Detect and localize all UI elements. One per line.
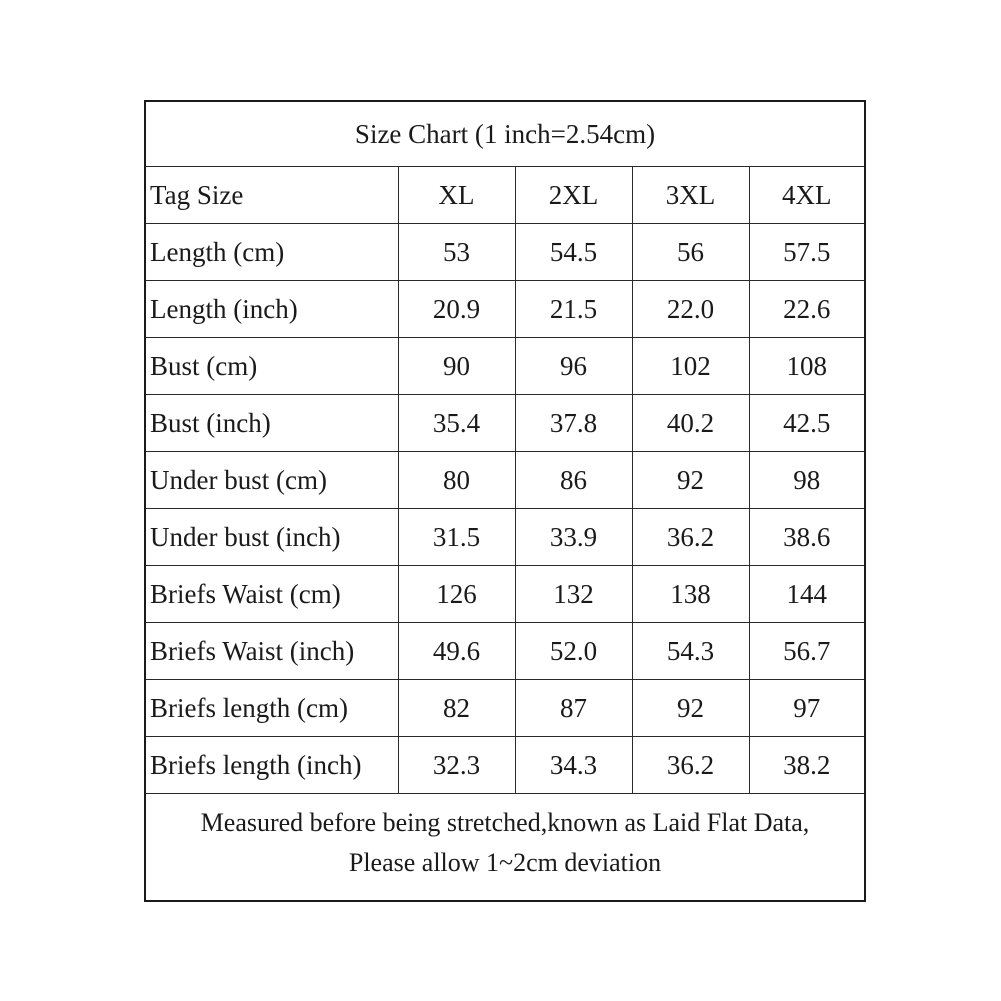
table-cell: 22.6 bbox=[749, 281, 864, 338]
table-cell: 86 bbox=[515, 452, 632, 509]
table-cell: 98 bbox=[749, 452, 864, 509]
table-cell: 138 bbox=[632, 566, 749, 623]
table-row bbox=[146, 680, 864, 737]
table-cell: 20.9 bbox=[398, 281, 515, 338]
table-cell: 82 bbox=[398, 680, 515, 737]
table-cell: 56 bbox=[632, 224, 749, 281]
table-cell: 102 bbox=[632, 338, 749, 395]
footer-line: Please allow 1~2cm deviation bbox=[348, 848, 662, 877]
table-cell: 21.5 bbox=[515, 281, 632, 338]
size-header: 3XL bbox=[632, 167, 749, 224]
size-chart bbox=[144, 100, 866, 902]
table-cell: 40.2 bbox=[632, 395, 749, 452]
row-label: Bust (cm) bbox=[146, 338, 398, 395]
table-cell: 108 bbox=[749, 338, 864, 395]
row-label: Length (inch) bbox=[146, 281, 398, 338]
row-label: Briefs length (inch) bbox=[146, 737, 398, 794]
footer-line: Measured before being stretched,known as Laid Flat Data, bbox=[200, 808, 810, 837]
table-cell: 54.5 bbox=[515, 224, 632, 281]
table-cell: 80 bbox=[398, 452, 515, 509]
table-cell: 37.8 bbox=[515, 395, 632, 452]
footer-note bbox=[146, 794, 864, 893]
table-cell: 53 bbox=[398, 224, 515, 281]
table-cell: 97 bbox=[749, 680, 864, 737]
table-cell: 36.2 bbox=[632, 509, 749, 566]
table-cell: 38.6 bbox=[749, 509, 864, 566]
table-cell: 132 bbox=[515, 566, 632, 623]
table-row bbox=[146, 395, 864, 452]
row-label: Briefs Waist (inch) bbox=[146, 623, 398, 680]
table-row bbox=[146, 566, 864, 623]
table-cell: 34.3 bbox=[515, 737, 632, 794]
table-row bbox=[146, 338, 864, 395]
row-label: Under bust (inch) bbox=[146, 509, 398, 566]
header-row bbox=[146, 167, 864, 224]
table-row bbox=[146, 737, 864, 794]
table-cell: 22.0 bbox=[632, 281, 749, 338]
table-cell: 33.9 bbox=[515, 509, 632, 566]
table-cell: 126 bbox=[398, 566, 515, 623]
table-row bbox=[146, 623, 864, 680]
table-cell: 144 bbox=[749, 566, 864, 623]
table-cell: 87 bbox=[515, 680, 632, 737]
table-cell: 56.7 bbox=[749, 623, 864, 680]
table-cell: 54.3 bbox=[632, 623, 749, 680]
table-row bbox=[146, 452, 864, 509]
size-header: XL bbox=[398, 167, 515, 224]
table-row bbox=[146, 224, 864, 281]
chart-title: Size Chart (1 inch=2.54cm) bbox=[146, 102, 864, 167]
row-label: Briefs length (cm) bbox=[146, 680, 398, 737]
table-cell: 42.5 bbox=[749, 395, 864, 452]
size-table bbox=[146, 102, 864, 892]
row-label: Under bust (cm) bbox=[146, 452, 398, 509]
table-cell: 49.6 bbox=[398, 623, 515, 680]
size-header: 2XL bbox=[515, 167, 632, 224]
table-cell: 38.2 bbox=[749, 737, 864, 794]
table-cell: 92 bbox=[632, 452, 749, 509]
table-cell: 31.5 bbox=[398, 509, 515, 566]
table-cell: 32.3 bbox=[398, 737, 515, 794]
table-row bbox=[146, 509, 864, 566]
row-label: Briefs Waist (cm) bbox=[146, 566, 398, 623]
table-cell: 92 bbox=[632, 680, 749, 737]
table-row bbox=[146, 281, 864, 338]
table-cell: 35.4 bbox=[398, 395, 515, 452]
tag-size-label: Tag Size bbox=[146, 167, 398, 224]
table-cell: 36.2 bbox=[632, 737, 749, 794]
row-label: Bust (inch) bbox=[146, 395, 398, 452]
size-header: 4XL bbox=[749, 167, 864, 224]
table-cell: 90 bbox=[398, 338, 515, 395]
table-cell: 52.0 bbox=[515, 623, 632, 680]
table-cell: 96 bbox=[515, 338, 632, 395]
row-label: Length (cm) bbox=[146, 224, 398, 281]
table-cell: 57.5 bbox=[749, 224, 864, 281]
